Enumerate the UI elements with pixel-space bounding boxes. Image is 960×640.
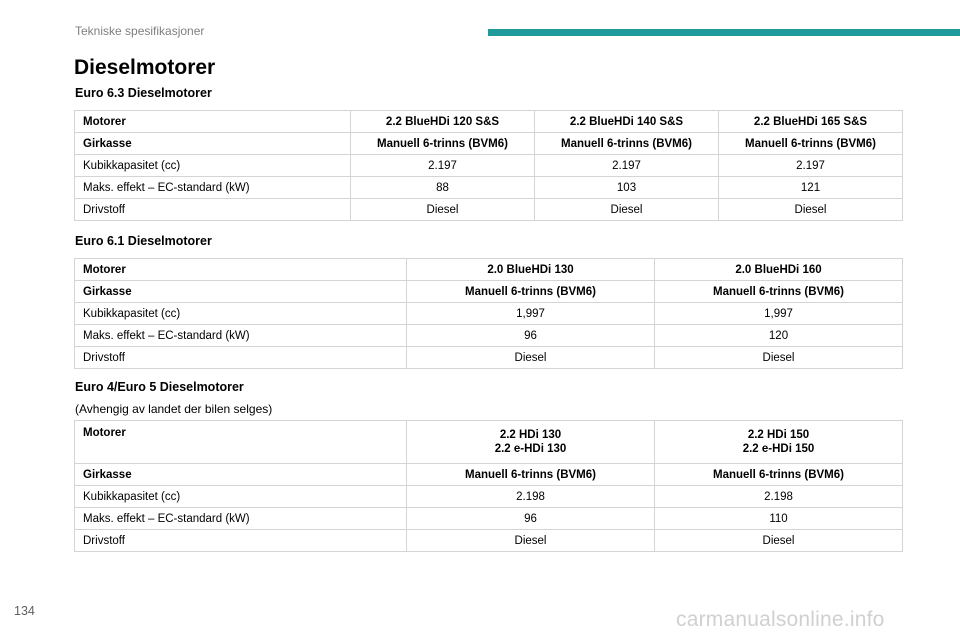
table-cell: 121 xyxy=(719,177,903,199)
table-row xyxy=(75,530,903,552)
table-cell: 96 xyxy=(407,325,655,347)
table-cell: 88 xyxy=(351,177,535,199)
table-cell: Drivstoff xyxy=(75,347,407,369)
table-row xyxy=(75,464,903,486)
table-cell: Drivstoff xyxy=(75,199,351,221)
table-cell: Manuell 6-trinns (BVM6) xyxy=(407,464,655,486)
table-cell: Maks. effekt – EC-standard (kW) xyxy=(75,325,407,347)
table-cell: 2.198 xyxy=(655,486,903,508)
table-cell: Motorer xyxy=(75,259,407,281)
section-heading-euro61: Euro 6.1 Dieselmotorer xyxy=(75,234,212,248)
table-cell: 2.2 BlueHDi 140 S&S xyxy=(535,111,719,133)
table-cell: 2.0 BlueHDi 160 xyxy=(655,259,903,281)
table-row xyxy=(75,347,903,369)
table-header-row xyxy=(75,259,903,281)
table-row xyxy=(75,486,903,508)
engine-name: 2.2 HDi 150 xyxy=(747,429,810,441)
table-cell: Girkasse xyxy=(75,464,407,486)
engine-name-alt: 2.2 e-HDi 130 xyxy=(494,443,567,455)
table-header-row xyxy=(75,111,903,133)
table-cell: Kubikkapasitet (cc) xyxy=(75,486,407,508)
table-row xyxy=(75,177,903,199)
table-cell: Diesel xyxy=(655,530,903,552)
table-cell: Drivstoff xyxy=(75,530,407,552)
table-cell: 2.197 xyxy=(351,155,535,177)
table-cell: 2.198 xyxy=(407,486,655,508)
table-cell: 1,997 xyxy=(407,303,655,325)
section-note: (Avhengig av landet der bilen selges) xyxy=(75,402,273,416)
table-row xyxy=(75,281,903,303)
spec-table-euro61 xyxy=(74,258,903,369)
watermark: carmanualsonline.info xyxy=(676,608,885,631)
table-header-row xyxy=(75,421,903,464)
table-cell: 1,997 xyxy=(655,303,903,325)
table-cell: Manuell 6-trinns (BVM6) xyxy=(535,133,719,155)
page-number: 134 xyxy=(14,604,35,618)
table-cell: Manuell 6-trinns (BVM6) xyxy=(351,133,535,155)
table-row xyxy=(75,508,903,530)
table-cell: Diesel xyxy=(535,199,719,221)
table-cell: 2.2 BlueHDi 120 S&S xyxy=(351,111,535,133)
table-cell: Diesel xyxy=(407,530,655,552)
page-title: Dieselmotorer xyxy=(74,56,216,79)
table-cell: Diesel xyxy=(655,347,903,369)
spec-table-euro45 xyxy=(74,420,903,552)
table-cell xyxy=(407,421,655,464)
header-accent-bar xyxy=(488,29,960,36)
table-cell: Manuell 6-trinns (BVM6) xyxy=(655,281,903,303)
engine-name: 2.2 HDi 130 xyxy=(499,429,562,441)
engine-name-alt: 2.2 e-HDi 150 xyxy=(742,443,815,455)
table-cell: 2.197 xyxy=(719,155,903,177)
table-cell: 120 xyxy=(655,325,903,347)
table-cell: 110 xyxy=(655,508,903,530)
section-heading-euro45: Euro 4/Euro 5 Dieselmotorer xyxy=(75,380,244,394)
table-row xyxy=(75,325,903,347)
table-cell: Manuell 6-trinns (BVM6) xyxy=(407,281,655,303)
table-cell: Manuell 6-trinns (BVM6) xyxy=(719,133,903,155)
table-cell: Diesel xyxy=(407,347,655,369)
running-header: Tekniske spesifikasjoner xyxy=(75,24,205,38)
table-cell: Girkasse xyxy=(75,281,407,303)
table-cell: Motorer xyxy=(75,421,407,464)
table-cell: 103 xyxy=(535,177,719,199)
table-cell: Kubikkapasitet (cc) xyxy=(75,303,407,325)
table-cell: Motorer xyxy=(75,111,351,133)
table-row xyxy=(75,133,903,155)
table-cell: Maks. effekt – EC-standard (kW) xyxy=(75,177,351,199)
table-cell: Diesel xyxy=(719,199,903,221)
table-cell xyxy=(655,421,903,464)
table-row xyxy=(75,155,903,177)
table-cell: 96 xyxy=(407,508,655,530)
table-cell: Kubikkapasitet (cc) xyxy=(75,155,351,177)
table-row xyxy=(75,303,903,325)
table-cell: 2.2 BlueHDi 165 S&S xyxy=(719,111,903,133)
section-heading-euro63: Euro 6.3 Dieselmotorer xyxy=(75,86,212,100)
table-row xyxy=(75,199,903,221)
table-cell: Manuell 6-trinns (BVM6) xyxy=(655,464,903,486)
table-cell: Maks. effekt – EC-standard (kW) xyxy=(75,508,407,530)
spec-table-euro63 xyxy=(74,110,903,221)
table-cell: Girkasse xyxy=(75,133,351,155)
table-cell: 2.0 BlueHDi 130 xyxy=(407,259,655,281)
table-cell: 2.197 xyxy=(535,155,719,177)
table-cell: Diesel xyxy=(351,199,535,221)
